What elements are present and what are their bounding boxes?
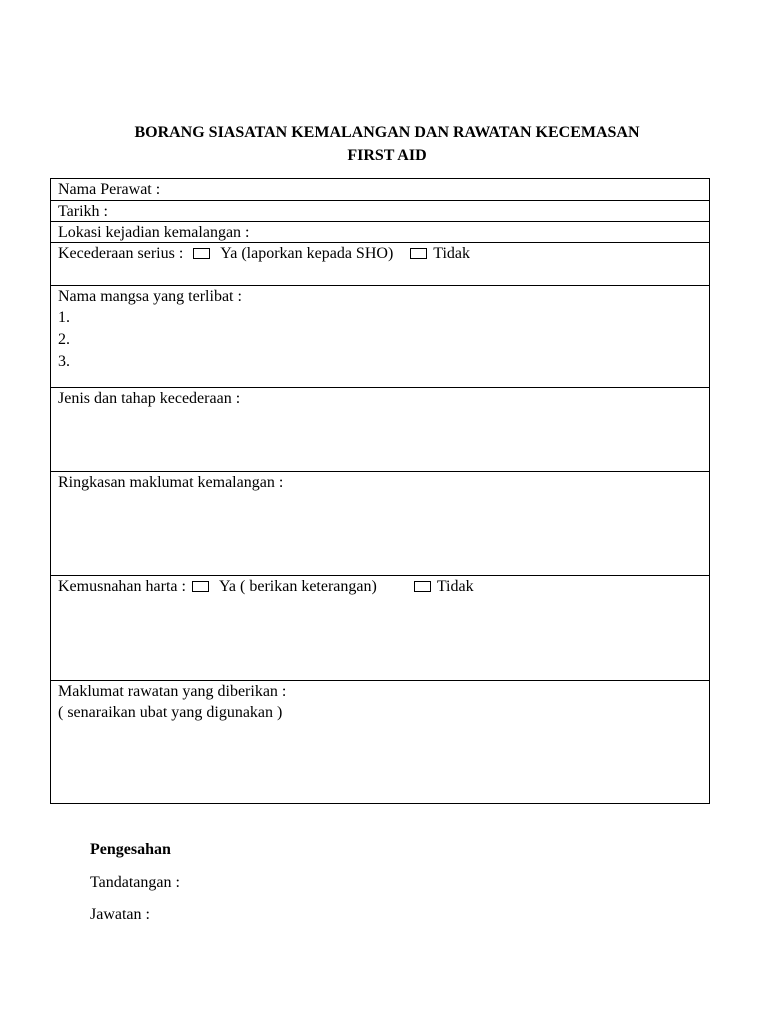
kecederaan-serius-field: [58, 243, 470, 264]
tandatangan-label: Tandatangan :: [90, 874, 180, 891]
rawatan-note: ( senaraikan ubat yang digunakan ): [58, 704, 283, 721]
row-kecederaan-serius: [51, 242, 709, 285]
kemusnahan-yes-checkbox[interactable]: [192, 581, 209, 592]
pengesahan-heading: Pengesahan: [90, 841, 171, 858]
mangsa-item-2: 2.: [58, 331, 70, 348]
lokasi-label: Lokasi kejadian kemalangan :: [58, 224, 250, 241]
row-kemusnahan-harta: [51, 575, 709, 680]
kemusnahan-yes-label: Ya ( berikan keterangan): [218, 578, 377, 595]
row-nama-perawat: [51, 179, 709, 200]
kemusnahan-harta-field: [58, 576, 474, 597]
ringkasan-label: Ringkasan maklumat kemalangan :: [58, 474, 284, 491]
tarikh-label: Tarikh :: [58, 203, 108, 220]
kemusnahan-no-checkbox[interactable]: [414, 581, 431, 592]
rawatan-label: Maklumat rawatan yang diberikan :: [58, 683, 287, 700]
mangsa-item-3: 3.: [58, 353, 70, 370]
row-tarikh: [51, 200, 709, 221]
row-jenis-kecederaan: [51, 387, 709, 471]
kecederaan-yes-checkbox[interactable]: [193, 248, 210, 259]
kecederaan-yes-label: Ya (laporkan kepada SHO): [220, 245, 394, 262]
kecederaan-serius-label: Kecederaan serius :: [58, 245, 184, 262]
nama-mangsa-label: Nama mangsa yang terlibat :: [58, 288, 242, 305]
row-ringkasan: [51, 471, 709, 575]
form-title: BORANG SIASATAN KEMALANGAN DAN RAWATAN KECEMASAN: [134, 124, 640, 141]
jenis-kecederaan-label: Jenis dan tahap kecederaan :: [58, 390, 241, 407]
form-subtitle: FIRST AID: [347, 147, 427, 164]
kemusnahan-no-label: Tidak: [436, 578, 474, 595]
kemusnahan-harta-label: Kemusnahan harta :: [58, 578, 186, 595]
row-rawatan: [51, 680, 709, 804]
row-nama-mangsa: [51, 285, 709, 387]
jawatan-label: Jawatan :: [90, 906, 150, 923]
row-lokasi: [51, 221, 709, 242]
kecederaan-no-checkbox[interactable]: [410, 248, 427, 259]
incident-form-table: [50, 178, 710, 804]
nama-perawat-label: Nama Perawat :: [58, 181, 161, 198]
mangsa-item-1: 1.: [58, 309, 70, 326]
kecederaan-no-label: Tidak: [433, 245, 471, 262]
